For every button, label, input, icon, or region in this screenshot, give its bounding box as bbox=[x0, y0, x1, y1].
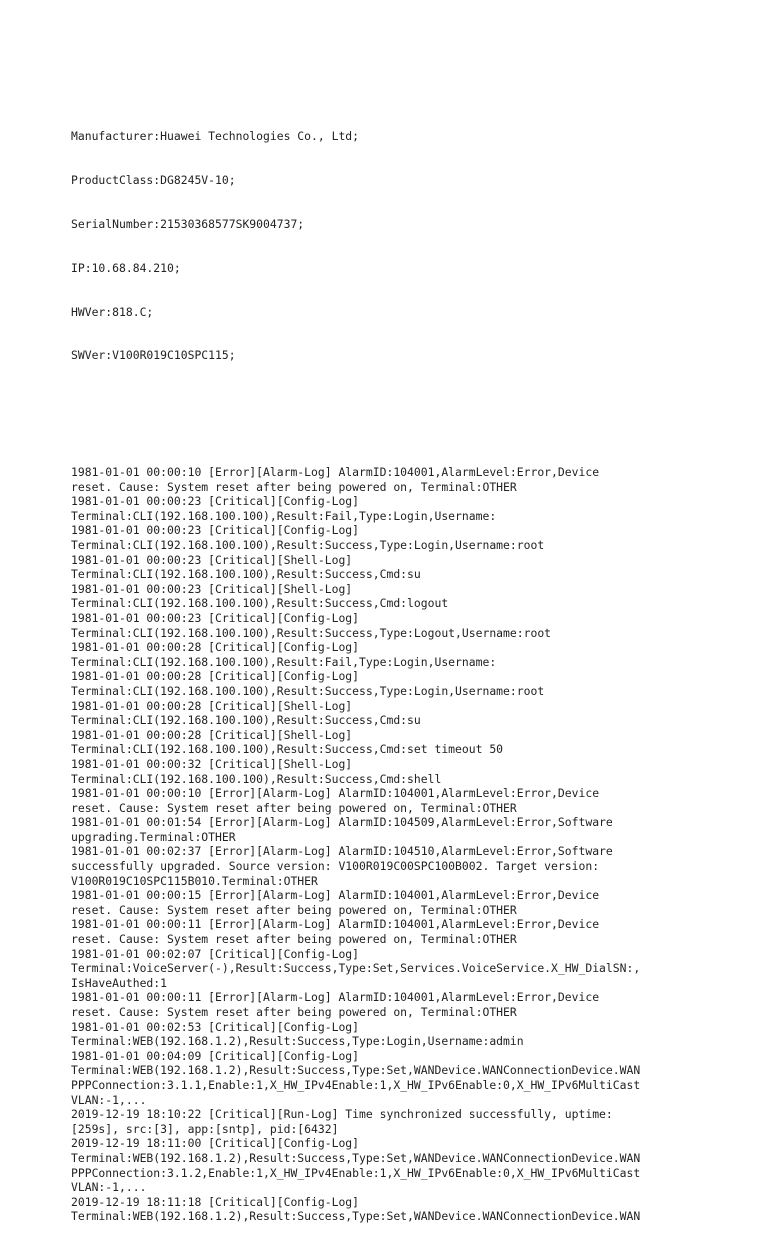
log-line: Terminal:WEB(192.168.1.2),Result:Success,Type:Set,WANDevice.WANConnectionDevice.WAN bbox=[71, 1150, 641, 1165]
log-line: PPPConnection:3.1.1,Enable:1,X_HW_IPv4Enable:1,X_HW_IPv6Enable:0,X_HW_IPv6MultiCast bbox=[71, 1077, 641, 1092]
log-line: 1981-01-01 00:00:11 [Error][Alarm-Log] AlarmID:104001,AlarmLevel:Error,Device bbox=[71, 917, 600, 932]
log-line: reset. Cause: System reset after being powered on, Terminal:OTHER bbox=[71, 479, 517, 494]
log-line: 1981-01-01 00:00:23 [Critical][Config-Log] bbox=[71, 494, 360, 509]
log-line: VLAN:-1,... bbox=[71, 1092, 147, 1107]
log-line: Terminal:VoiceServer(-),Result:Success,Type:Set,Services.VoiceService.X_HW_DialSN:, bbox=[71, 961, 641, 976]
log-line: successfully upgraded. Source version: V100R019C00SPC100B002. Target version: bbox=[71, 859, 600, 874]
log-line: 1981-01-01 00:00:23 [Critical][Config-Log] bbox=[71, 610, 360, 625]
log-line: 1981-01-01 00:00:28 [Critical][Shell-Log] bbox=[71, 698, 353, 713]
log-line: Terminal:CLI(192.168.100.100),Result:Fail,Type:Login,Username: bbox=[71, 508, 497, 523]
log-line: reset. Cause: System reset after being powered on, Terminal:OTHER bbox=[71, 932, 517, 947]
log-line: V100R019C10SPC115B010.Terminal:OTHER bbox=[71, 873, 318, 888]
log-document bbox=[71, 71, 711, 1239]
log-line: 1981-01-01 00:00:28 [Critical][Shell-Log] bbox=[71, 727, 353, 742]
log-line: 1981-01-01 00:00:28 [Critical][Config-Log] bbox=[71, 669, 360, 684]
log-entries bbox=[71, 465, 711, 1224]
log-line: reset. Cause: System reset after being powered on, Terminal:OTHER bbox=[71, 800, 517, 815]
log-line: PPPConnection:3.1.2,Enable:1,X_HW_IPv4Enable:1,X_HW_IPv6Enable:0,X_HW_IPv6MultiCast bbox=[71, 1165, 641, 1180]
log-line: 1981-01-01 00:02:07 [Critical][Config-Log] bbox=[71, 946, 360, 961]
log-line: Terminal:WEB(192.168.1.2),Result:Success,Type:Set,WANDevice.WANConnectionDevice.WAN bbox=[71, 1063, 641, 1078]
device-hw-version: HWVer:818.C; bbox=[71, 304, 154, 319]
device-product-class: ProductClass:DG8245V-10; bbox=[71, 173, 236, 188]
log-line: 1981-01-01 00:02:37 [Error][Alarm-Log] AlarmID:104510,AlarmLevel:Error,Software bbox=[71, 844, 613, 859]
log-line: Terminal:WEB(192.168.1.2),Result:Success,Type:Login,Username:admin bbox=[71, 1034, 524, 1049]
log-line: 1981-01-01 00:04:09 [Critical][Config-Log] bbox=[71, 1048, 360, 1063]
log-line: 2019-12-19 18:11:18 [Critical][Config-Log] bbox=[71, 1194, 360, 1209]
log-line: Terminal:CLI(192.168.100.100),Result:Success,Type:Logout,Username:root bbox=[71, 625, 552, 640]
log-line: 1981-01-01 00:00:10 [Error][Alarm-Log] AlarmID:104001,AlarmLevel:Error,Device bbox=[71, 465, 600, 480]
log-line: 1981-01-01 00:00:10 [Error][Alarm-Log] AlarmID:104001,AlarmLevel:Error,Device bbox=[71, 786, 600, 801]
log-line: 1981-01-01 00:02:53 [Critical][Config-Log] bbox=[71, 1019, 360, 1034]
log-line: Terminal:CLI(192.168.100.100),Result:Success,Type:Login,Username:root bbox=[71, 683, 545, 698]
log-line: 1981-01-01 00:01:54 [Error][Alarm-Log] AlarmID:104509,AlarmLevel:Error,Software bbox=[71, 815, 613, 830]
log-line: 1981-01-01 00:00:23 [Critical][Shell-Log] bbox=[71, 552, 353, 567]
log-line: 1981-01-01 00:00:28 [Critical][Config-Log] bbox=[71, 640, 360, 655]
log-line: upgrading.Terminal:OTHER bbox=[71, 829, 236, 844]
log-line: 2019-12-19 18:10:22 [Critical][Run-Log] Time synchronized successfully, uptime: bbox=[71, 1107, 613, 1122]
log-line: 1981-01-01 00:00:23 [Critical][Config-Log] bbox=[71, 523, 360, 538]
log-line: reset. Cause: System reset after being powered on, Terminal:OTHER bbox=[71, 1005, 517, 1019]
log-line: Terminal:CLI(192.168.100.100),Result:Success,Cmd:su bbox=[71, 713, 421, 728]
log-line: Terminal:CLI(192.168.100.100),Result:Success,Cmd:logout bbox=[71, 596, 449, 611]
log-line: 1981-01-01 00:00:11 [Error][Alarm-Log] AlarmID:104001,AlarmLevel:Error,Device bbox=[71, 990, 600, 1005]
log-line: Terminal:WEB(192.168.1.2),Result:Success,Type:Set,WANDevice.WANConnectionDevice.WAN bbox=[71, 1209, 641, 1224]
log-line: Terminal:CLI(192.168.100.100),Result:Success,Cmd:shell bbox=[71, 771, 442, 786]
log-line: 1981-01-01 00:00:23 [Critical][Shell-Log] bbox=[71, 581, 353, 596]
log-line: Terminal:CLI(192.168.100.100),Result:Success,Cmd:su bbox=[71, 567, 421, 582]
log-line: IsHaveAuthed:1 bbox=[71, 975, 168, 990]
log-line: VLAN:-1,... bbox=[71, 1180, 147, 1195]
log-line: 1981-01-01 00:00:15 [Error][Alarm-Log] AlarmID:104001,AlarmLevel:Error,Device bbox=[71, 888, 600, 903]
device-serial-number: SerialNumber:21530368577SK9004737; bbox=[71, 216, 305, 231]
device-info-block bbox=[71, 100, 711, 392]
log-line: Terminal:CLI(192.168.100.100),Result:Success,Type:Login,Username:root bbox=[71, 538, 545, 552]
device-sw-version: SWVer:V100R019C10SPC115; bbox=[71, 348, 236, 363]
log-line: reset. Cause: System reset after being powered on, Terminal:OTHER bbox=[71, 902, 517, 917]
log-line: [259s], src:[3], app:[sntp], pid:[6432] bbox=[71, 1121, 339, 1136]
device-ip: IP:10.68.84.210; bbox=[71, 260, 181, 275]
log-line: Terminal:CLI(192.168.100.100),Result:Success,Cmd:set timeout 50 bbox=[71, 742, 504, 757]
blank-line bbox=[71, 421, 711, 436]
device-manufacturer: Manufacturer:Huawei Technologies Co., Ltd; bbox=[71, 129, 360, 144]
log-line: 1981-01-01 00:00:32 [Critical][Shell-Log] bbox=[71, 756, 353, 771]
log-line: 2019-12-19 18:11:00 [Critical][Config-Log] bbox=[71, 1136, 360, 1151]
log-line: Terminal:CLI(192.168.100.100),Result:Fail,Type:Login,Username: bbox=[71, 654, 497, 669]
